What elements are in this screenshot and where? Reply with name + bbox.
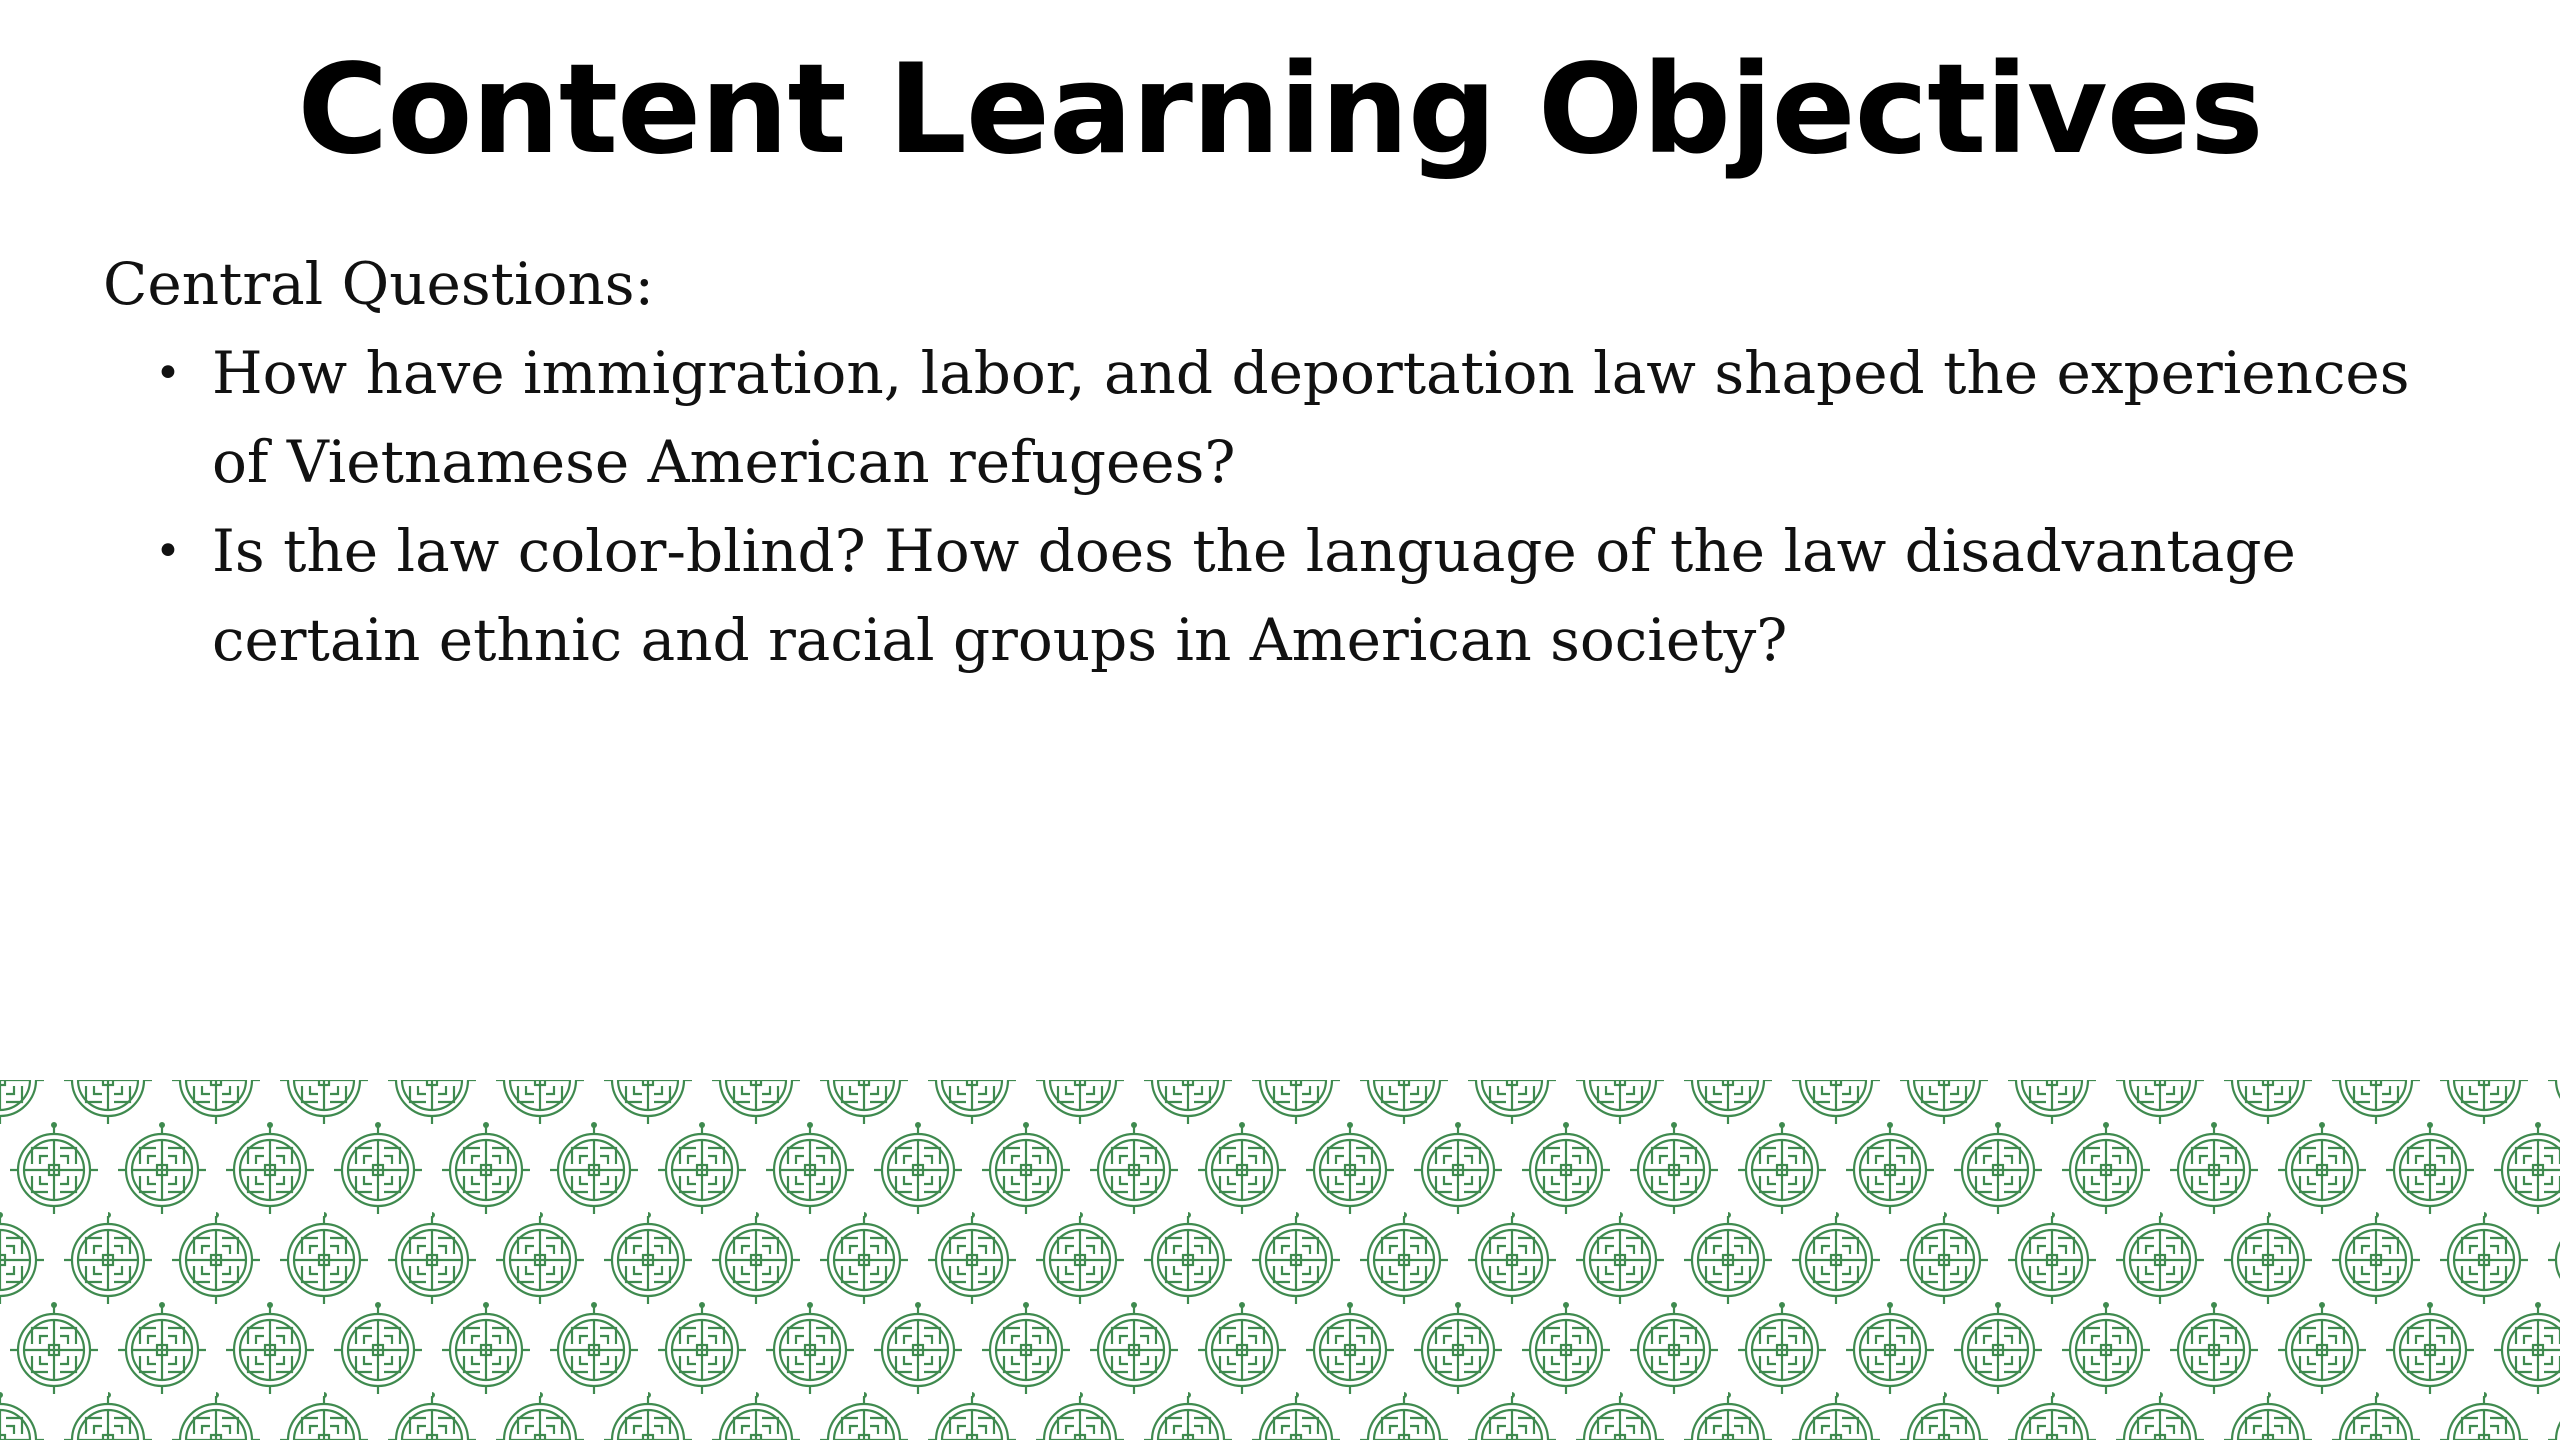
question-list bbox=[103, 329, 2463, 685]
question-item bbox=[103, 507, 2463, 685]
question-text: Is the law color-blind? How does the language of the law disadvantage certain ethnic and racial groups in American society? bbox=[212, 517, 2296, 674]
bullet-icon: • bbox=[155, 526, 181, 577]
central-questions-heading: Central Questions: bbox=[103, 250, 655, 318]
slide-title: Content Learning Objectives bbox=[297, 38, 2263, 182]
bullet-icon: • bbox=[155, 348, 181, 399]
question-text: How have immigration, labor, and deportation law shaped the experiences of Vietnamese American refugees? bbox=[212, 339, 2410, 496]
longevity-medallion-pattern-icon bbox=[0, 1080, 2560, 1440]
slide-body bbox=[103, 240, 2463, 685]
question-item bbox=[103, 329, 2463, 507]
